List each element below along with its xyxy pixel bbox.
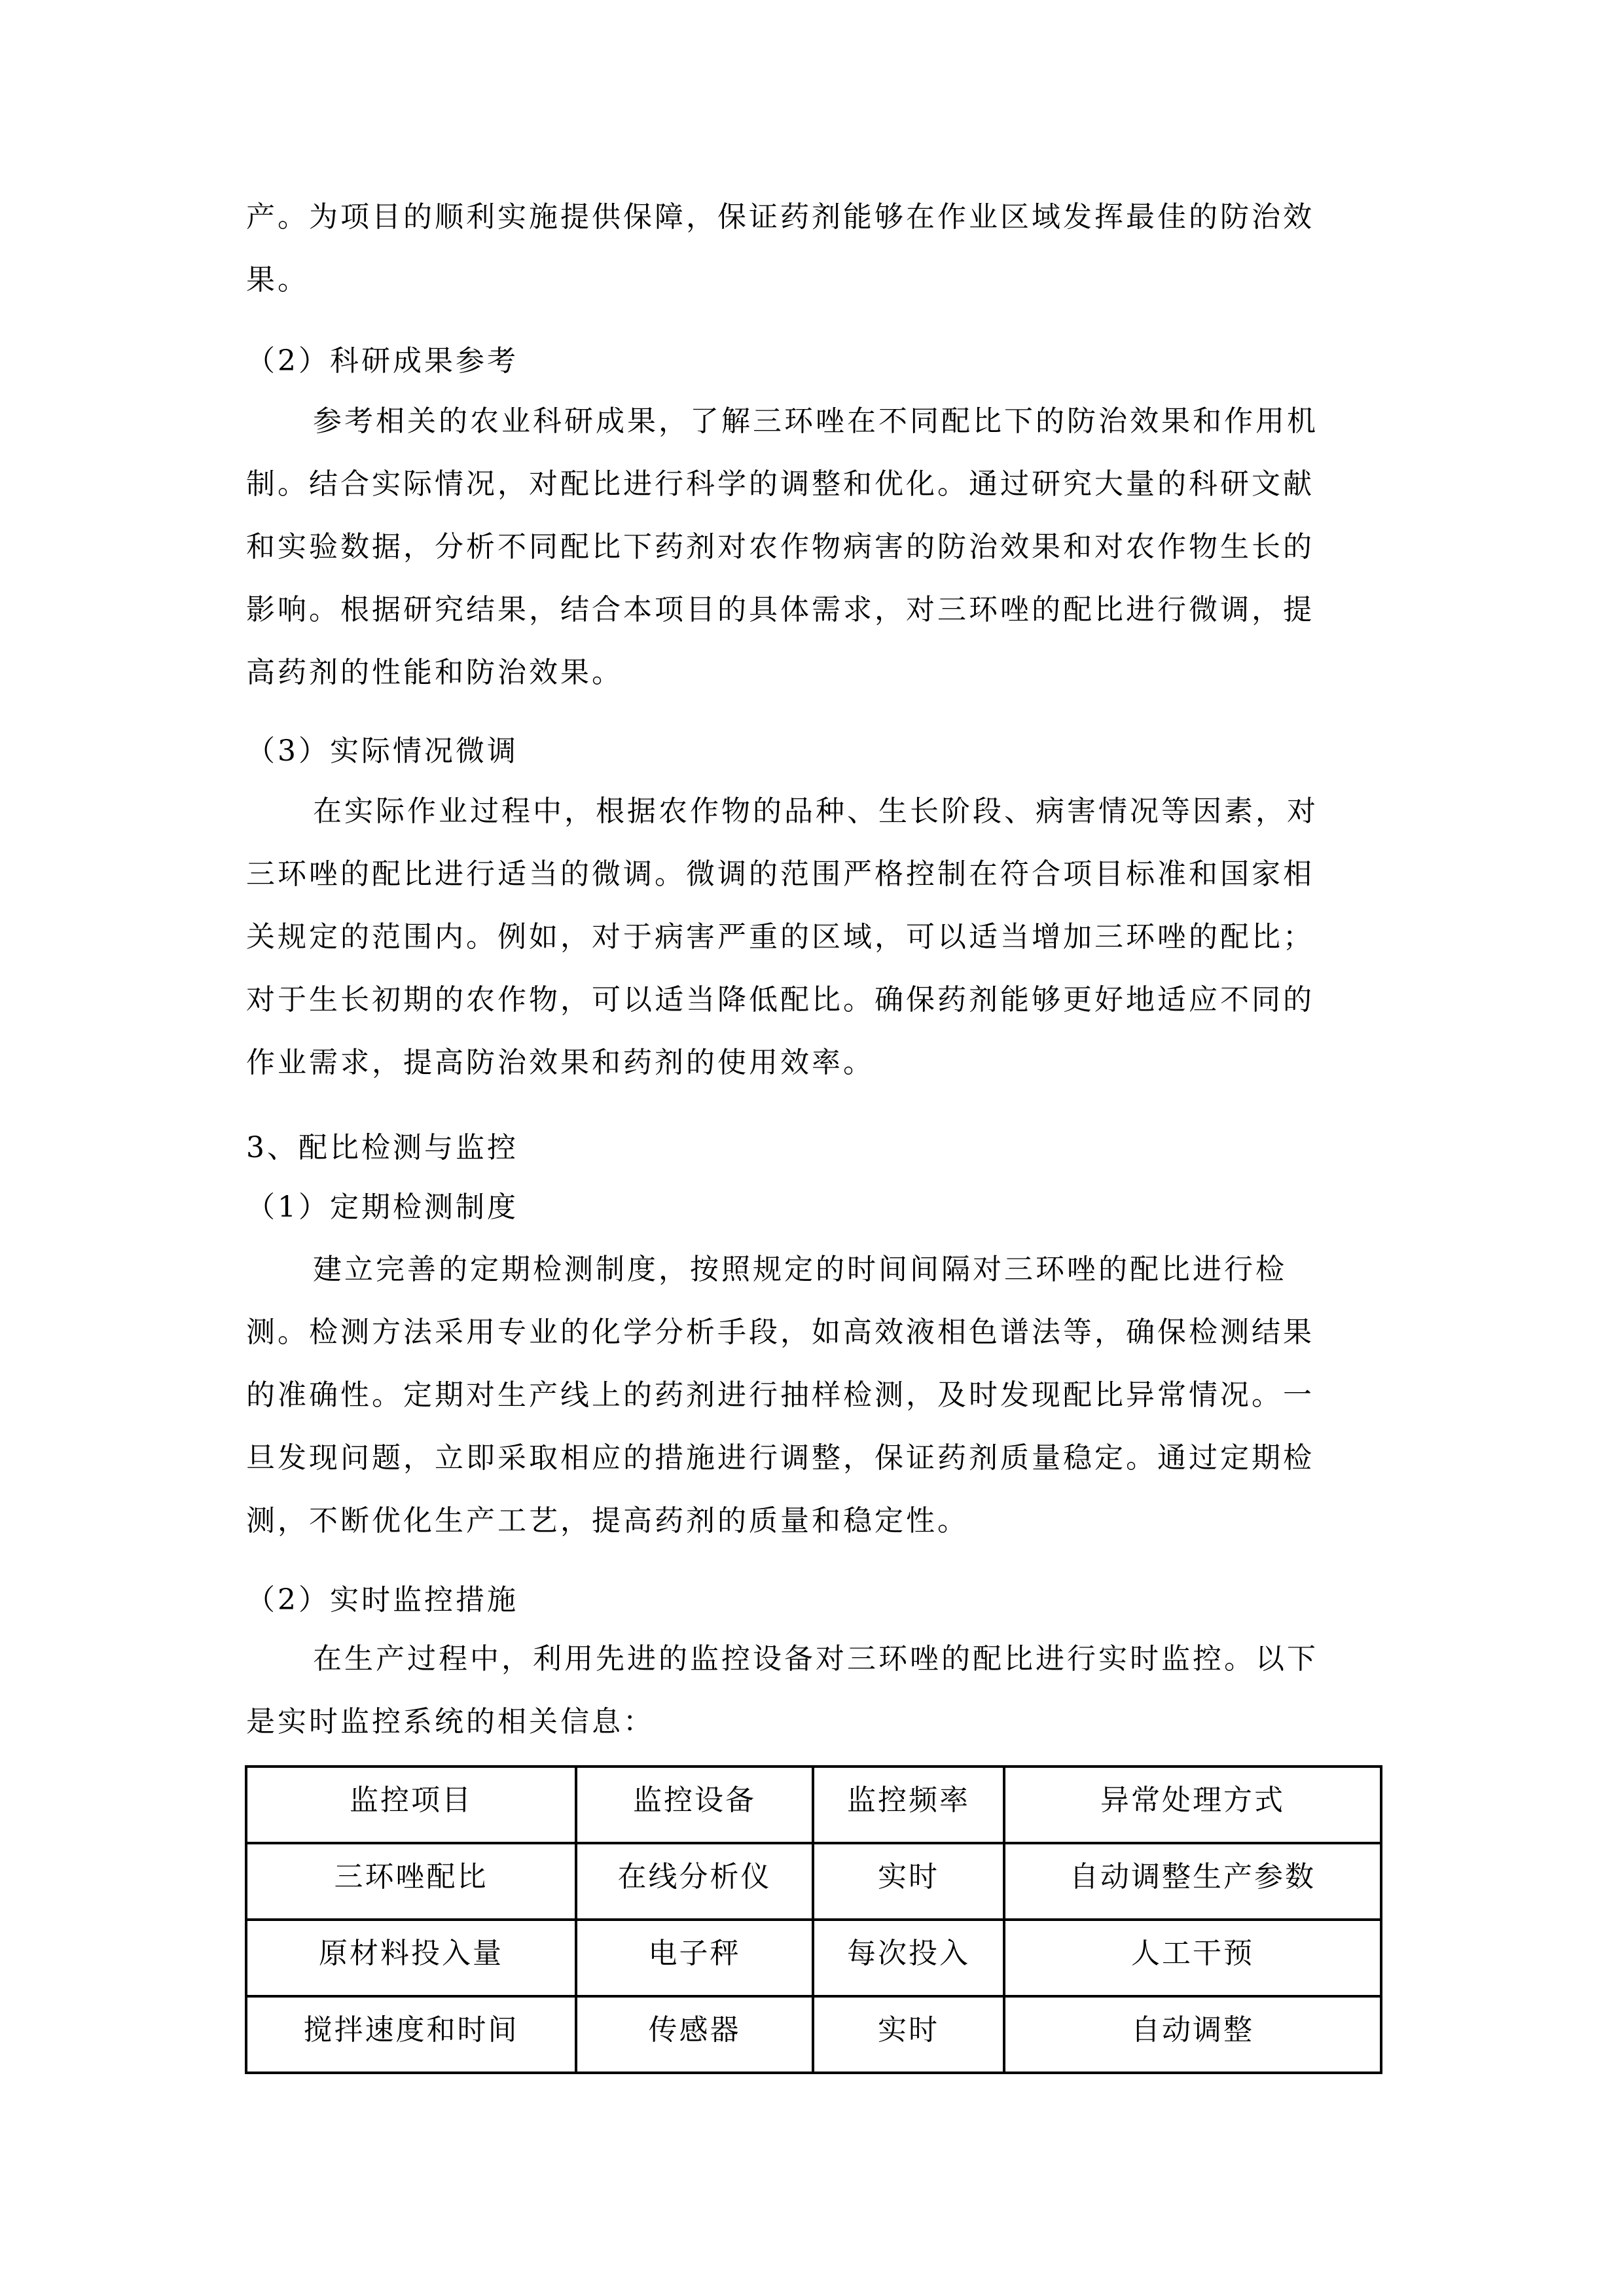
text-line: 在实际作业过程中，根据农作物的品种、生长阶段、病害情况等因素，对 [313,795,1318,828]
text-line: 高药剂的性能和防治效果。 [246,656,623,689]
text-line: 关规定的范围内。例如，对于病害严重的区域，可以适当增加三环唑的配比； [246,920,1314,954]
table-header-cell: 监控设备 [576,1767,813,1843]
paragraph-periodic-testing [246,1238,1380,1552]
text-line: 和实验数据，分析不同配比下药剂对农作物病害的防治效果和对农作物生长的 [246,530,1314,564]
table-cell: 电子秤 [576,1920,813,1996]
subheading-research-reference: （2）科研成果参考 [246,344,518,378]
table-cell: 原材料投入量 [246,1920,576,1996]
text-line: 作业需求，提高防治效果和药剂的使用效率。 [246,1046,875,1079]
text-line: 测，不断优化生产工艺，提高药剂的质量和稳定性。 [246,1504,969,1537]
table-header-cell: 监控项目 [246,1767,576,1843]
subheading-actual-adjustment: （3）实际情况微调 [246,734,518,768]
table-row [246,1920,1381,1996]
subheading-periodic-testing: （1）定期检测制度 [246,1191,518,1224]
table-header-cell: 监控频率 [813,1767,1004,1843]
table-cell: 搅拌速度和时间 [246,1996,576,2073]
table-cell: 三环唑配比 [246,1843,576,1920]
text-line: 是实时监控系统的相关信息： [246,1705,655,1738]
table-cell: 每次投入 [813,1920,1004,1996]
text-line: 三环唑的配比进行适当的微调。微调的范围严格控制在符合项目标准和国家相 [246,857,1314,891]
subheading-realtime-monitoring: （2）实时监控措施 [246,1583,518,1617]
text-line: 的准确性。定期对生产线上的药剂进行抽样检测，及时发现配比异常情况。一 [246,1378,1314,1412]
table-cell: 自动调整 [1004,1996,1381,2073]
table-row [246,1843,1381,1920]
text-line: 果。 [246,263,309,296]
text-line: 影响。根据研究结果，结合本项目的具体需求，对三环唑的配比进行微调，提 [246,593,1314,626]
table-cell: 自动调整生产参数 [1004,1843,1381,1920]
table-header-row [246,1767,1381,1843]
paragraph-research-reference [246,390,1380,704]
paragraph-continuation [246,186,1380,312]
text-line: 产。为项目的顺利实施提供保障，保证药剂能够在作业区域发挥最佳的防治效 [246,200,1314,234]
text-line: 旦发现问题，立即采取相应的措施进行调整，保证药剂质量稳定。通过定期检 [246,1441,1314,1475]
text-line: 参考相关的农业科研成果，了解三环唑在不同配比下的防治效果和作用机 [313,404,1318,438]
table-cell: 传感器 [576,1996,813,2073]
table-cell: 实时 [813,1843,1004,1920]
section-heading-detection-monitoring: 3、配比检测与监控 [246,1131,518,1164]
monitoring-table [245,1765,1382,2074]
table-cell: 人工干预 [1004,1920,1381,1996]
table-row [246,1996,1381,2073]
text-line: 对于生长初期的农作物，可以适当降低配比。确保药剂能够更好地适应不同的 [246,983,1314,1016]
table-cell: 在线分析仪 [576,1843,813,1920]
text-line: 建立完善的定期检测制度，按照规定的时间间隔对三环唑的配比进行检 [313,1253,1287,1286]
text-line: 制。结合实际情况，对配比进行科学的调整和优化。通过研究大量的科研文献 [246,467,1314,501]
text-line: 在生产过程中，利用先进的监控设备对三环唑的配比进行实时监控。以下 [313,1642,1318,1676]
paragraph-actual-adjustment [246,780,1380,1094]
table-header-cell: 异常处理方式 [1004,1767,1381,1843]
paragraph-realtime-monitoring [246,1628,1380,1753]
table-cell: 实时 [813,1996,1004,2073]
text-line: 测。检测方法采用专业的化学分析手段，如高效液相色谱法等，确保检测结果 [246,1316,1314,1349]
